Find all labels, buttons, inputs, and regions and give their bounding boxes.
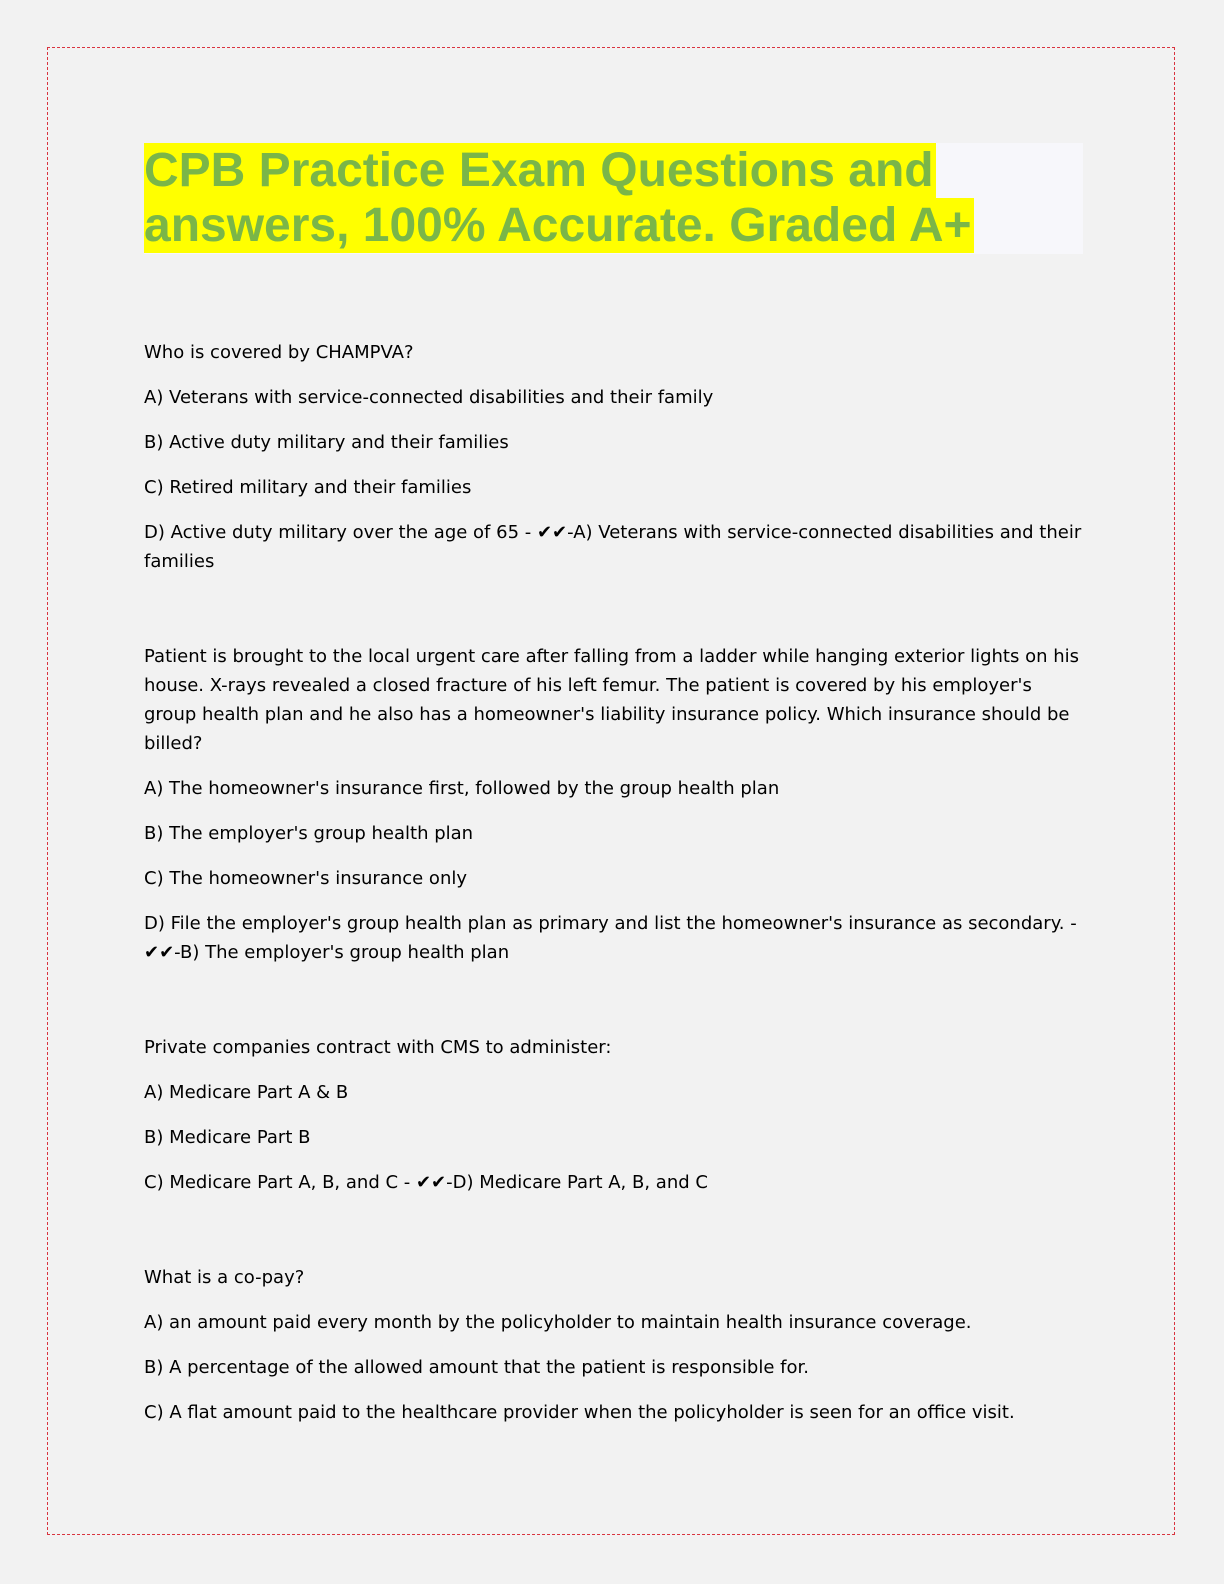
question-stem: Who is covered by CHAMPVA? [144,342,414,363]
answer-option: C) Retired military and their families [144,477,472,498]
title-line-1: CPB Practice Exam Questions and [144,144,934,197]
answer-option: A) an amount paid every month by the policyholder to maintain health insurance coverage. [144,1312,972,1333]
question-3 [144,1033,1084,1197]
question-stem: Patient is brought to the local urgent care after falling from a ladder while hanging exterior lights on his house. X-rays revealed a closed fracture of his left femur. The patient is covered by his employer's group health plan and he also has a homeowner's liability insurance policy. Which insurance should be billed? [144,646,1080,754]
answer-option: A) The homeowner's insurance first, followed by the group health plan [144,778,780,799]
question-list [144,338,1084,1470]
answer-option-with-key: D) Active duty military over the age of 65 - ✔✔-A) Veterans with service-connected disabilities and their families [144,522,1082,572]
answer-option: B) Active duty military and their families [144,432,509,453]
question-4 [144,1263,1084,1427]
answer-option: A) Medicare Part A & B [144,1082,349,1103]
question-stem: What is a co-pay? [144,1267,305,1288]
title-line-2: answers, 100% Accurate. Graded A+ [144,199,972,252]
answer-option-with-key: D) File the employer's group health plan as primary and list the homeowner's insurance as secondary. - ✔✔-B) The employer's group health plan [144,913,1077,963]
question-stem: Private companies contract with CMS to administer: [144,1037,612,1058]
answer-option: B) Medicare Part B [144,1127,311,1148]
question-2 [144,642,1084,967]
answer-option-with-key: C) Medicare Part A, B, and C - ✔✔-D) Medicare Part A, B, and C [144,1172,708,1193]
answer-option: C) The homeowner's insurance only [144,868,468,889]
answer-option: C) A flat amount paid to the healthcare provider when the policyholder is seen for an office visit. [144,1402,1015,1423]
question-1 [144,338,1084,576]
answer-option: A) Veterans with service-connected disabilities and their family [144,387,714,408]
answer-option: B) A percentage of the allowed amount that the patient is responsible for. [144,1357,809,1378]
answer-option: B) The employer's group health plan [144,823,474,844]
document-title [144,143,1083,254]
